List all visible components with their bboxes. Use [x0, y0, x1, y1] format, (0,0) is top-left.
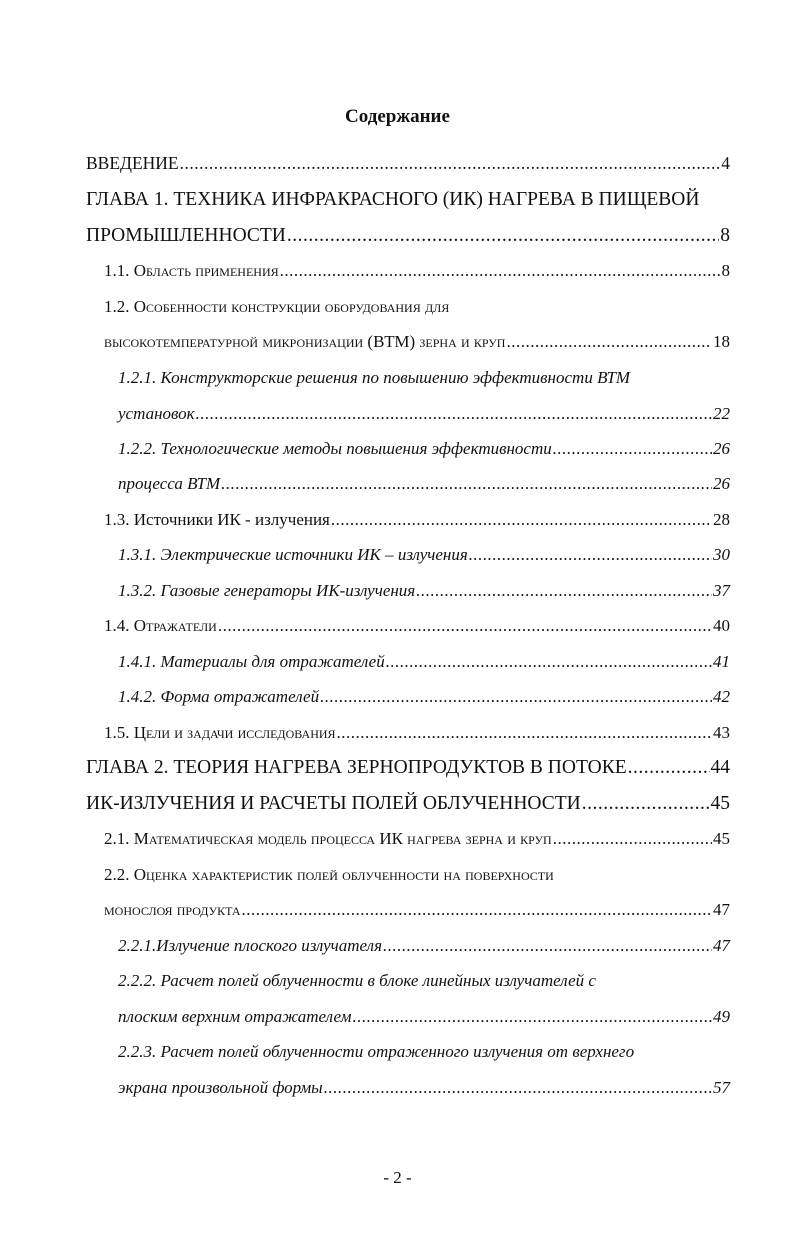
toc-entry [118, 540, 730, 570]
toc-entry-page: 49 [713, 1007, 730, 1026]
toc-leader [386, 647, 712, 677]
toc-entry-text: 1.2.1. Конструкторские решения по повышению эффективности ВТМ [118, 368, 631, 387]
toc-entry [118, 1037, 730, 1067]
toc-leader [628, 753, 710, 783]
toc-entry-page: 37 [713, 581, 730, 600]
toc-entry [104, 824, 730, 854]
toc-entry-text: ВВЕДЕНИЕ [86, 153, 179, 173]
toc-leader [553, 824, 712, 854]
toc-entry-text: 1.4.1. Материалы для отражателей [118, 652, 385, 671]
toc-entry-text: 2.2.1.Излучение плоского излучателя [118, 936, 382, 955]
toc-leader [218, 611, 712, 641]
toc-entry-text: ГЛАВА 2. ТЕОРИЯ НАГРЕВА ЗЕРНОПРОДУКТОВ В ПОТОКЕ [86, 757, 627, 778]
toc-entry-text: 1.2. Особенности конструкции оборудования для [104, 297, 450, 316]
toc-entry-page: 47 [713, 936, 730, 955]
toc-entry [118, 399, 730, 429]
toc-entry-page: 45 [713, 829, 730, 848]
toc-entry-page: 8 [721, 261, 730, 280]
toc-entry [104, 860, 730, 890]
toc-entry [104, 292, 730, 322]
toc-entry [86, 221, 730, 251]
toc-leader [280, 256, 721, 286]
toc-entry [104, 718, 730, 748]
toc-entry [86, 789, 730, 819]
toc-entry-page: 8 [720, 225, 730, 246]
toc-entry [118, 647, 730, 677]
toc-leader [582, 789, 710, 819]
toc-leader [242, 895, 712, 925]
toc-entry [118, 1002, 730, 1032]
toc-entry [118, 931, 730, 961]
toc-leader [553, 434, 712, 464]
toc-entry [104, 895, 730, 925]
toc-entry-text: 1.3.1. Электрические источники ИК – излучения [118, 545, 468, 564]
toc-leader [287, 221, 719, 251]
toc-entry [118, 363, 730, 393]
toc-entry-text: плоским верхним отражателем [118, 1007, 352, 1026]
toc-entry [104, 505, 730, 535]
toc-entry [118, 682, 730, 712]
toc-leader [196, 399, 712, 429]
page-title: Содержание [345, 106, 450, 127]
toc-leader [416, 576, 712, 606]
toc-entry-page: 43 [713, 723, 730, 742]
toc-entry-page: 26 [713, 474, 730, 493]
toc-entry-text: высокотемпературной микронизации (ВТМ) зерна и круп [104, 332, 506, 351]
toc-entry-page: 44 [710, 757, 730, 778]
toc-leader [337, 718, 712, 748]
toc-entry-text: экрана произвольной формы [118, 1078, 323, 1097]
toc-leader [180, 148, 721, 178]
toc-entry [118, 1073, 730, 1103]
toc-entry-text: 1.4.2. Форма отражателей [118, 687, 320, 706]
toc-entry-page: 22 [713, 404, 730, 423]
toc-entry-page: 42 [713, 687, 730, 706]
toc-leader [320, 682, 712, 712]
toc-entry [104, 611, 730, 641]
toc-entry-text: 1.4. Отражатели [104, 616, 217, 635]
toc-entry-text: 2.2. Оценка характеристик полей облученности на поверхности [104, 865, 554, 884]
toc-entry-page: 40 [713, 616, 730, 635]
toc-entry [104, 256, 730, 286]
toc-entry [118, 966, 730, 996]
toc-entry-page: 28 [713, 510, 730, 529]
toc-entry-text: ГЛАВА 1. ТЕХНИКА ИНФРАКРАСНОГО (ИК) НАГРЕВА В ПИЩЕВОЙ [86, 189, 700, 210]
toc-leader [221, 469, 712, 499]
toc-entry-page: 4 [721, 153, 730, 173]
toc-entry-text: ПРОМЫШЛЕННОСТИ [86, 225, 286, 246]
toc-entry-text: 1.5. Цели и задачи исследования [104, 723, 336, 742]
toc-entry [104, 327, 730, 357]
toc-leader [506, 327, 712, 357]
toc-leader [324, 1073, 712, 1103]
toc-entry-text: 1.3. Источники ИК - излучения [104, 510, 330, 529]
toc-entry [118, 434, 730, 464]
toc-leader [383, 931, 712, 961]
toc-entry-page: 30 [713, 545, 730, 564]
toc-entry-text: ИК-ИЗЛУЧЕНИЯ И РАСЧЕТЫ ПОЛЕЙ ОБЛУЧЕННОСТИ [86, 793, 581, 814]
toc-entry-page: 45 [710, 793, 730, 814]
toc-entry-text: процесса ВТМ [118, 474, 221, 493]
toc-entry [118, 576, 730, 606]
toc-entry [86, 185, 730, 215]
toc-entry [118, 469, 730, 499]
toc-entry-text: 1.1. Область применения [104, 261, 279, 280]
toc-entry [86, 753, 730, 783]
toc-entry-text: 1.2.2. Технологические методы повышения эффективности [118, 439, 552, 458]
toc-leader [469, 540, 712, 570]
toc-entry-text: 1.3.2. Газовые генераторы ИК-излучения [118, 581, 416, 600]
toc-entry-text: 2.2.3. Расчет полей облученности отраженного излучения от верхнего [118, 1042, 635, 1061]
toc-entry-page: 18 [713, 332, 730, 351]
toc-entry-page: 47 [713, 900, 730, 919]
toc-leader [331, 505, 712, 535]
toc-entry-text: 2.1. Математическая модель процесса ИК нагрева зерна и круп [104, 829, 552, 848]
toc-leader [352, 1002, 712, 1032]
toc-entry-page: 26 [713, 439, 730, 458]
toc-entry-page: 57 [713, 1078, 730, 1097]
toc-entry-text: установок [118, 404, 195, 423]
toc-entry-text: монослоя продукта [104, 900, 241, 919]
page-number: - 2 - [383, 1168, 412, 1187]
toc-entry-text: 2.2.2. Расчет полей облученности в блоке линейных излучателей с [118, 971, 596, 990]
toc-entry-page: 41 [713, 652, 730, 671]
toc-entry [86, 148, 730, 178]
